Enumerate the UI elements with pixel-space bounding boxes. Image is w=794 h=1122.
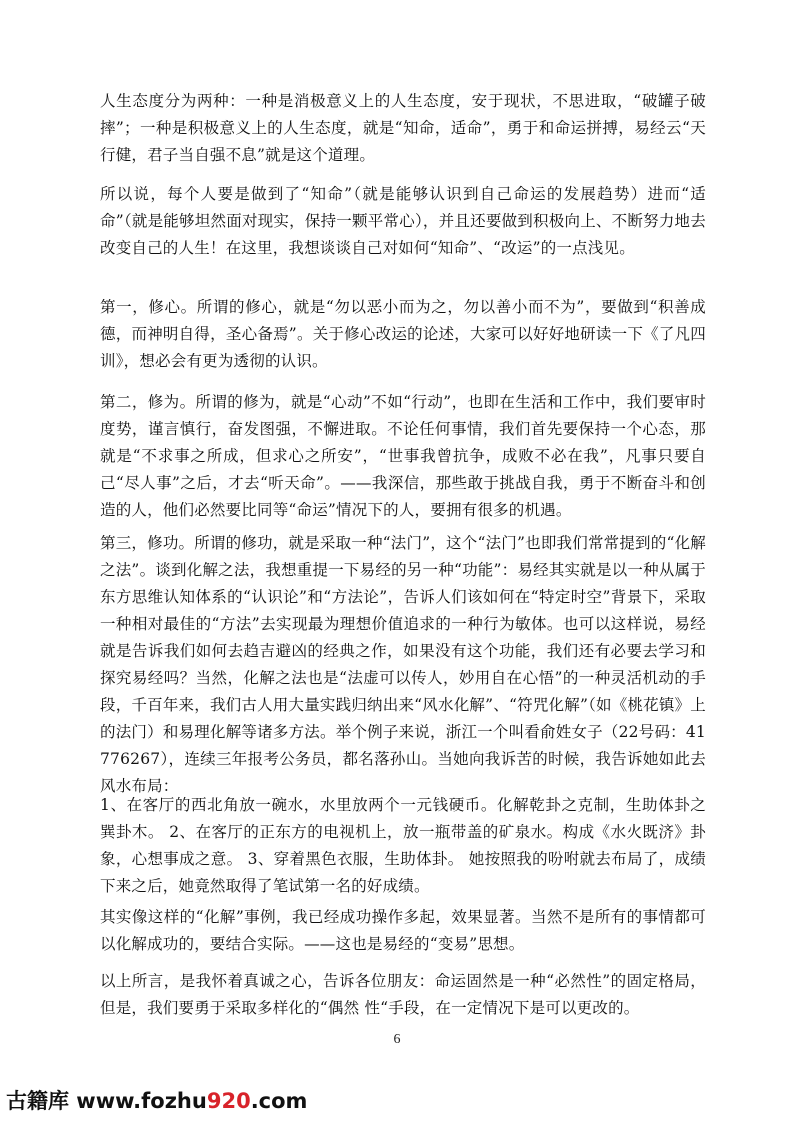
paragraph-life-attitude: 人生态度分为两种：一种是消极意义上的人生态度，安于现状，不思进取，“破罐子破摔”；一种是积极意义上的人生态度，就是“知命，适命”，勇于和命运拼搏，易经云“天行健，君子当自强不息”就是这个道理。: [100, 92, 706, 164]
paragraph-feng-shui-steps: 1、在客厅的西北角放一碗水，水里放两个一元钱硬币。化解乾卦之克制，生助体卦之巽卦木。 2、在客厅的正东方的电视机上，放一瓶带盖的矿泉水。构成《水火既济》卦象，心想事成之意。 3、穿着黑色衣服，生助体卦。 她按照我的吩咐就去布局了，成绩下来之后，她竟然取得了笔试第一名的好成绩。: [100, 796, 706, 895]
site-watermark: [6, 1085, 307, 1115]
watermark-prefix: 古籍库 www.fozhu: [6, 1089, 207, 1113]
paragraph-know-fate: 所以说，每个人要是做到了“知命”（就是能够认识到自己命运的发展趋势）进而“适命”（就是能够坦然面对现实，保持一颗平常心），并且还要做到积极向上、不断努力地去改变自己的人生！在这里，我想谈谈自己对如何“知命”、“改运”的一点浅见。: [100, 185, 706, 257]
paragraph-cultivate-mind: 第一，修心。所谓的修心，就是“勿以恶小而为之，勿以善小而不为”，要做到“积善成德，而神明自得，圣心备焉”。关于修心改运的论述，大家可以好好地研读一下《了凡四训》，想必会有更为透彻的认识。: [100, 298, 706, 370]
paragraph-resolution-cases: 其实像这样的“化解”事例，我已经成功操作多起，效果显著。当然不是所有的事情都可以化解成功的，要结合实际。——这也是易经的“变易”思想。: [100, 908, 706, 953]
paragraph-conclusion: 以上所言，是我怀着真诚之心，告诉各位朋友：命运固然是一种“必然性”的固定格局，但是，我们要勇于采取多样化的“偶然 性“手段，在一定情况下是可以更改的。: [100, 972, 706, 1017]
watermark-suffix: .com: [250, 1089, 308, 1113]
watermark-number: 920: [206, 1089, 251, 1113]
paragraph-cultivate-conduct: 第二，修为。所谓的修为，就是“心动”不如“行动”，也即在生活和工作中，我们要审时度势，谨言慎行，奋发图强，不懈进取。不论任何事情，我们首先要保持一个心态，那就是“不求事之所成，但求心之所安”，“世事我曾抗争，成败不必在我”，凡事只要自己“尽人事”之后，才去“听天命”。——我深信，那些敢于挑战自我，勇于不断奋斗和创造的人，他们必然要比同等“命运”情况下的人，要拥有很多的机遇。: [100, 393, 706, 519]
page-number: 6: [393, 1032, 401, 1047]
paragraph-cultivate-method: 第三，修功。所谓的修功，就是采取一种“法门”，这个“法门”也即我们常常提到的“化解之法”。谈到化解之法，我想重提一下易经的另一种“功能”：易经其实就是以一种从属于东方思维认知体系的“认识论”和“方法论”，告诉人们该如何在“特定时空”背景下，采取一种相对最佳的“方法”去实现最为理想价值追求的一种行为敏体。也可以这样说，易经就是告诉我们如何去趋吉避凶的经典之作，如果没有这个功能，我们还有必要去学习和探究易经吗？当然，化解之法也是“法虚可以传人，妙用自在心悟”的一种灵活机动的手段，千百年来，我们古人用大量实践归纳出来“风水化解”、“符咒化解”（如《桃花镇》上的法门）和易理化解等诸多方法。举个例子来说，浙江一个叫看俞姓女子（22号码：41776267），连续三年报考公务员，都名落孙山。当她向我诉苦的时候，我告诉她如此去风水布局：: [100, 534, 706, 795]
